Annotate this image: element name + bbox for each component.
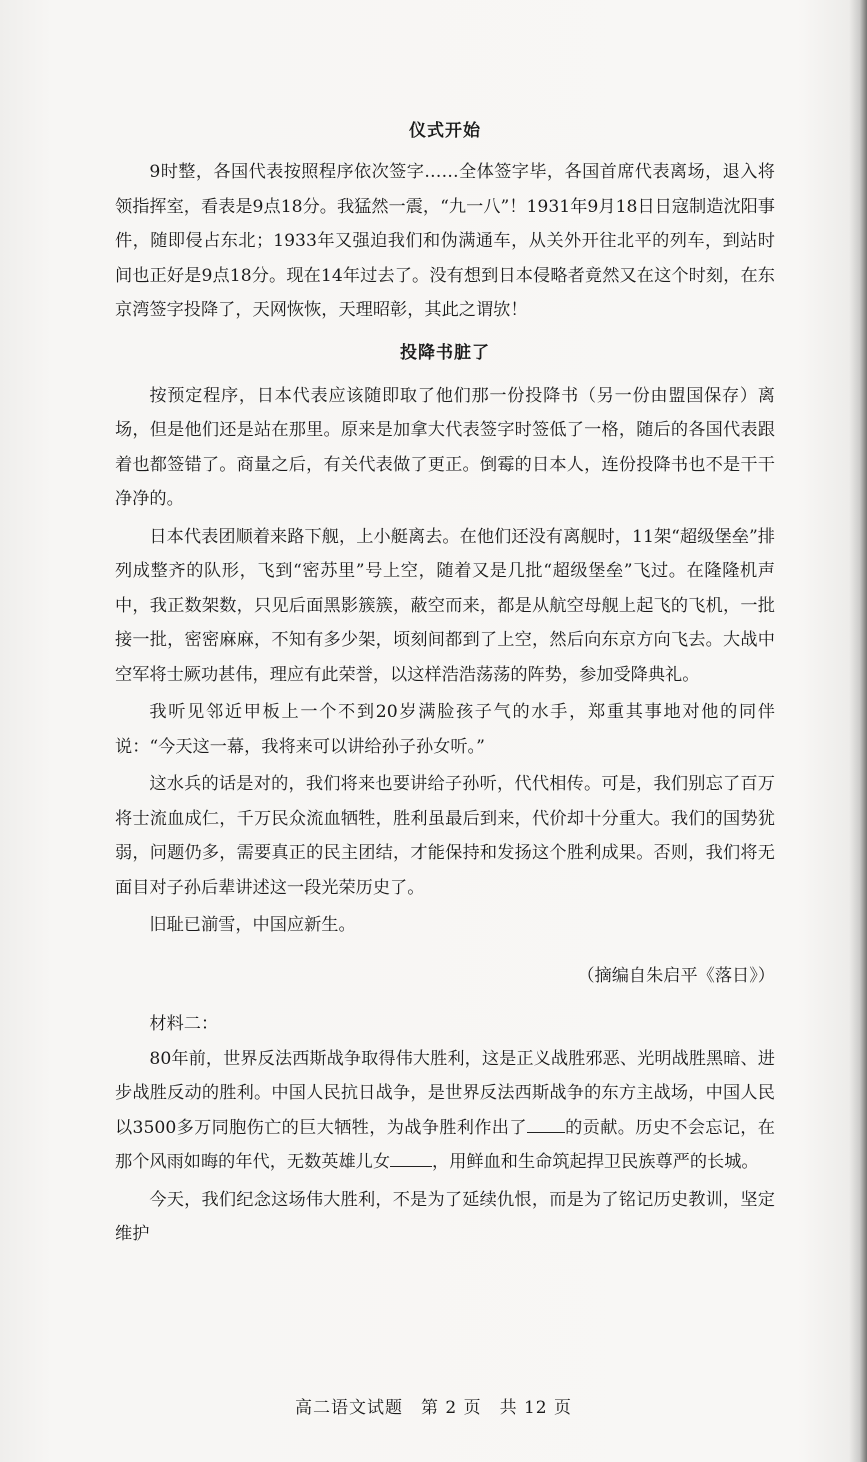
source-citation: （摘编自朱启平《落日》） (577, 965, 775, 986)
paragraph: 我听见邻近甲板上一个不到20岁满脸孩子气的水手，郑重其事地对他的同伴说：“今天这一幕，我将来可以讲给孙子孙女听。” (115, 702, 775, 757)
scan-edge-shadow (849, 0, 867, 1462)
paragraph: 按预定程序，日本代表应该随即取了他们那一份投降书（另一份由盟国保存）离场，但是他们还是站在那里。原来是加拿大代表签字时签低了一格，随后的各国代表跟着也都签错了。商量之后，有关代表做了更正。倒霉的日本人，连份投降书也不是干干净净的。 (115, 385, 775, 509)
section-title-surrender-document: 投降书脏了 (400, 342, 490, 363)
text-segment: 的贡献。历史不会忘记，在那个风雨如晦的年代，无数英雄儿女 (115, 1117, 775, 1172)
paragraph: 日本代表团顺着来路下舰，上小艇离去。在他们还没有离舰时，11架“超级堡垒”排列成整齐的队形，飞到“密苏里”号上空，随着又是几批“超级堡垒”飞过。在隆隆机声中，我正数架数，只见后面黑影簇簇，蔽空而来，都是从航空母舰上起飞的飞机，一批接一批，密密麻麻，不知有多少架，顷刻间都到了上空，然后向东京方向飞去。大战中空军将士厥功甚伟，理应有此荣誉，以这样浩浩荡荡的阵势，参加受降典礼。 (115, 526, 775, 685)
text-segment: ，用鲜血和生命筑起捍卫民族尊严的长城。 (432, 1152, 759, 1172)
paragraph: 9时整，各国代表按照程序依次签字……全体签字毕，各国首席代表离场，退入将领指挥室，看表是9点18分。我猛然一震，“九一八”！1931年9月18日日寇制造沈阳事件，随即侵占东北；1933年又强迫我们和伪满通车，从关外开往北平的列车，到站时间也正好是9点18分。现在14年过去了。没有想到日本侵略者竟然又在这个时刻，在东京湾签字投降了，天网恢恢，天理昭彰，其此之谓欤！ (115, 162, 775, 320)
section-title-ceremony: 仪式开始 (409, 121, 481, 141)
paragraph: 今天，我们纪念这场伟大胜利，不是为了延续仇恨，而是为了铭记历史教训，坚定维护 (115, 1189, 775, 1244)
paragraph: 旧耻已湔雪，中国应新生。 (149, 915, 356, 935)
fill-in-blank-2 (390, 1148, 432, 1167)
paragraph: 这水兵的话是对的，我们将来也要讲给子孙听，代代相传。可是，我们别忘了百万将士流血成仁，千万民众流血牺牲，胜利虽最后到来，代价却十分重大。我们的国势犹弱，问题仍多，需要真正的民主团结，才能保持和发扬这个胜利成果。否则，我们将无面目对子孙后辈讲述这一段光荣历史了。 (115, 774, 775, 898)
paragraph-with-blanks (115, 1042, 775, 1180)
fill-in-blank-1 (527, 1114, 565, 1133)
page-footer: 高二语文试题 第 2 页 共 12 页 (294, 1398, 573, 1418)
article-body (115, 112, 775, 1252)
material-label: 材料二： (149, 1014, 219, 1034)
text-segment: 80年前，世界反法西斯战争取得伟大胜利，这是正义战胜邪恶、光明战胜黑暗、进步战胜反动的胜利。中国人民抗日战争，是世界反法西斯战争的东方主战场，中国人民以3500多万同胞伤亡的巨大牺牲，为战争胜利作出了 (115, 1048, 775, 1138)
